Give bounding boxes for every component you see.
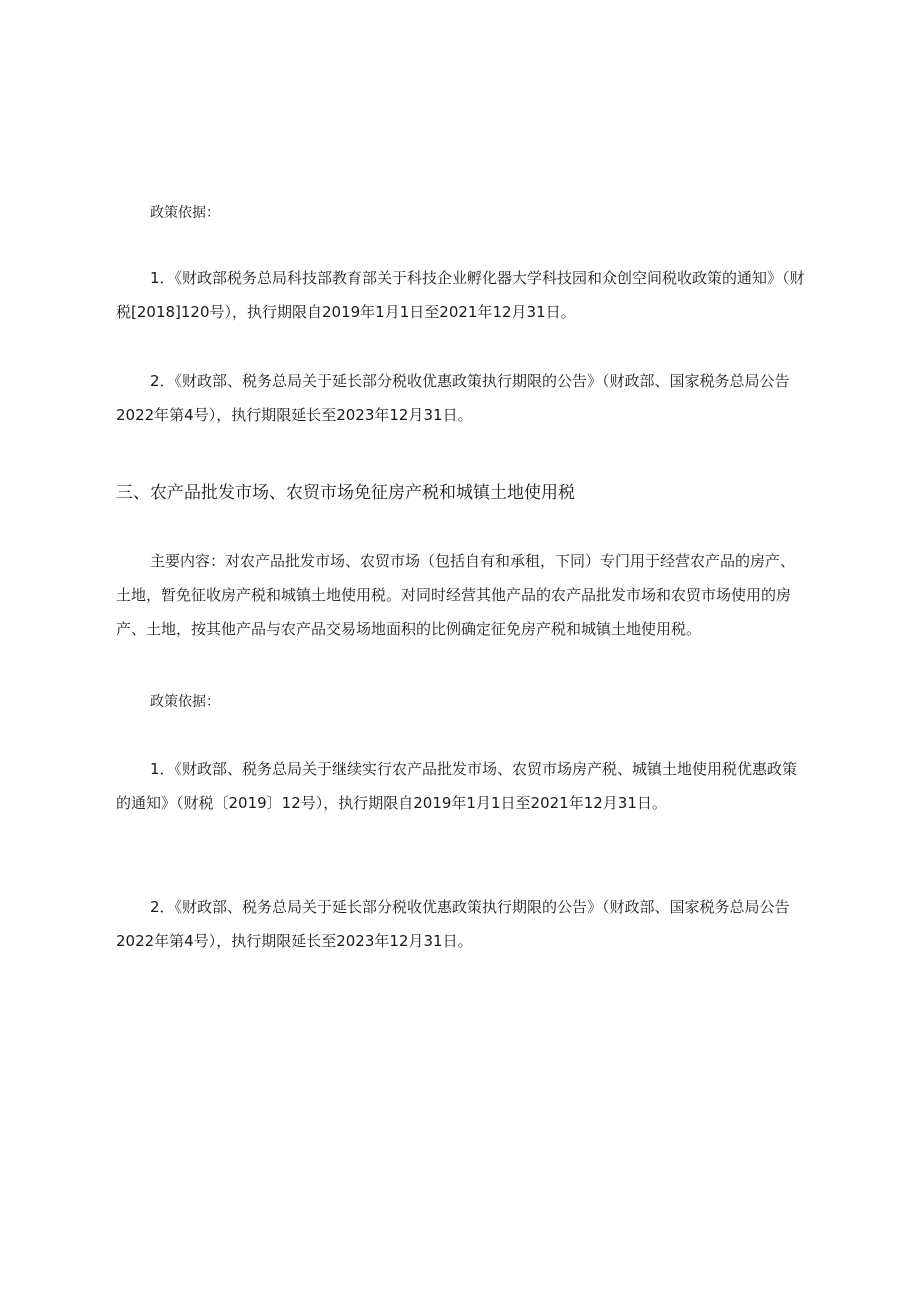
main-content-text: 主要内容：对农产品批发市场、农贸市场（包括自有和承租，下同）专门用于经营农产品的房产、土地，暂免征收房产税和城镇土地使用税。对同时经营其他产品的农产品批发市场和农贸市场使用的房产、土地，按其他产品与农产品交易场地面积的比例确定征免房产税和城镇土地使用税。 bbox=[116, 552, 796, 638]
main-content-paragraph bbox=[116, 544, 806, 646]
policy-item-a2 bbox=[116, 364, 806, 432]
section-heading: 三、农产品批发市场、农贸市场免征房产税和城镇土地使用税 bbox=[116, 483, 575, 503]
policy-item-b1-text: 1．《财政部、税务总局关于继续实行农产品批发市场、农贸市场房产税、城镇土地使用税优惠政策的通知》（财税〔2019〕12号），执行期限自2019年1月1日至2021年12月31日。 bbox=[116, 760, 798, 812]
policy-item-b2-text: 2．《财政部、税务总局关于延长部分税收优惠政策执行期限的公告》（财政部、国家税务总局公告2022年第4号），执行期限延长至2023年12月31日。 bbox=[116, 898, 790, 950]
policy-item-b2 bbox=[116, 890, 806, 958]
policy-item-a1 bbox=[116, 261, 806, 329]
policy-basis-label-a: 政策依据： bbox=[150, 205, 220, 221]
policy-item-a2-text: 2．《财政部、税务总局关于延长部分税收优惠政策执行期限的公告》（财政部、国家税务总局公告2022年第4号），执行期限延长至2023年12月31日。 bbox=[116, 372, 790, 424]
policy-basis-label-b: 政策依据： bbox=[150, 694, 220, 710]
policy-item-b1 bbox=[116, 752, 806, 820]
policy-item-a1-text: 1．《财政部税务总局科技部教育部关于科技企业孵化器大学科技园和众创空间税收政策的通知》（财税[2018]120号），执行期限自2019年1月1日至2021年12月31日。 bbox=[116, 269, 805, 321]
